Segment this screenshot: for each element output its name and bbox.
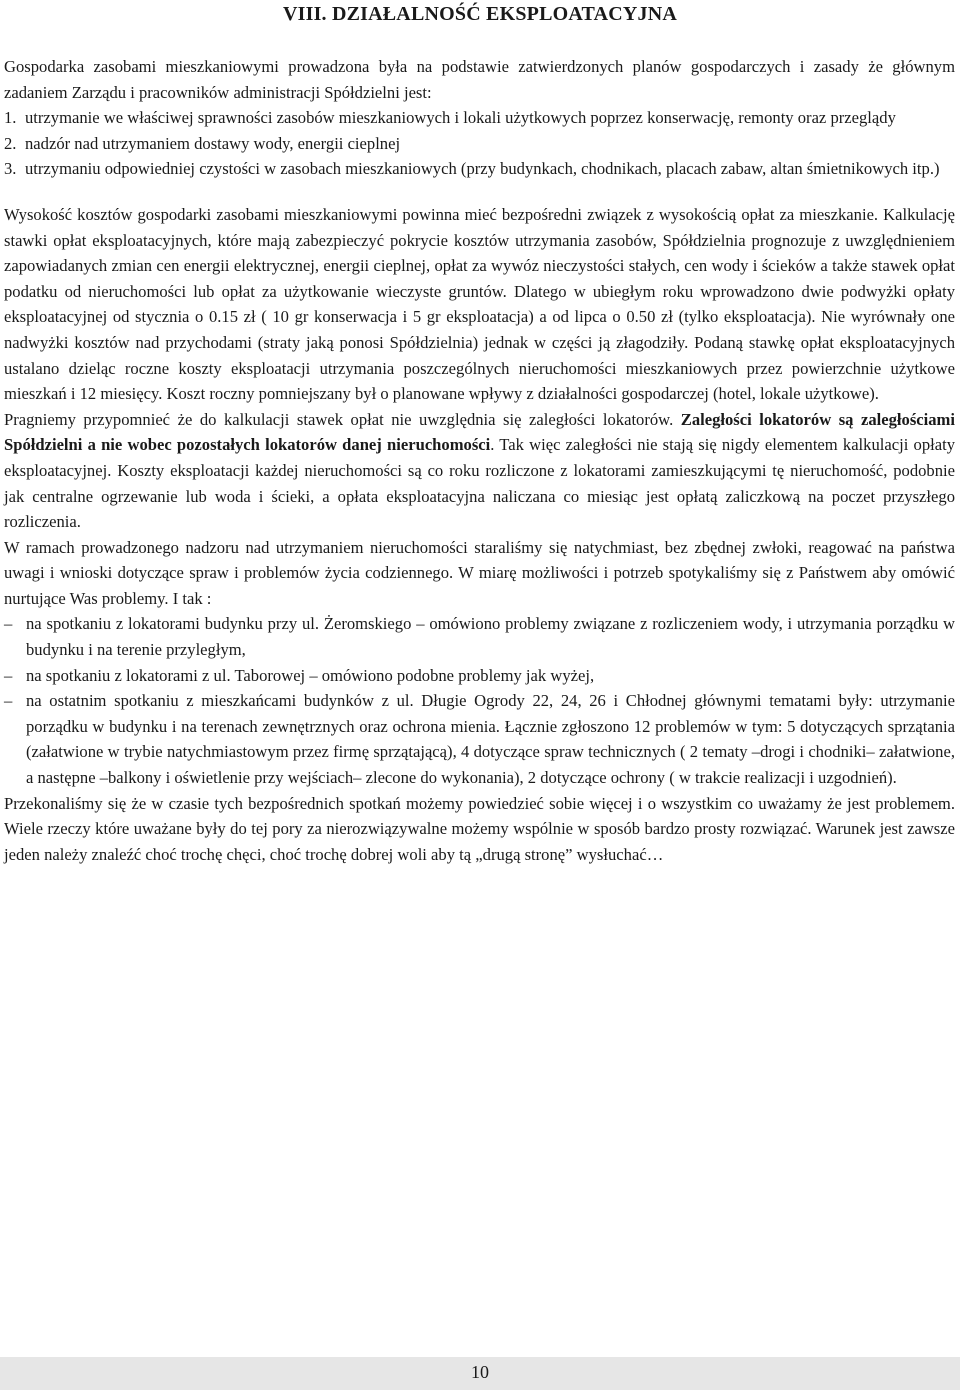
- list-item-number: 3.: [4, 159, 17, 179]
- arrears-bold-statement: Zaległości lokatorów są zaległościami Spółdzielni a nie wobec pozostałych lokatorów danej nieruchomości: [4, 409, 955, 455]
- list-item-text: na ostatnim spotkaniu z mieszkańcami budynków z ul. Długie Ogrody 22, 24, 26 i Chłodnej głównymi tematami były: utrzymanie porządku w budynku i na terenach zewnętrznych oraz ochrona mienia. Łącznie zgłoszono 12 problemów w tym: 5 dotyczących sprzątania (załatwione w trybie natychmiastowym przez firmę sprzątającą), 4 dotyczące spraw technicznych ( 2 tematy –drogi i chodniki– załatwione, a następne –balkony i oświetlenie przy wejściach– zlecone do wykonania), 2 dotyczące ochrony ( w trakcie realizacji i uzgodnień).: [26, 691, 955, 788]
- list-item-text: na spotkaniu z lokatorami budynku przy ul. Żeromskiego – omówiono problemy związane z rozliczeniem wody, i utrzymania porządku w budynku i na terenie przyległym,: [26, 614, 955, 660]
- arrears-paragraph: [4, 407, 955, 535]
- list-item: [4, 688, 955, 790]
- dash-bullet: –: [4, 665, 13, 685]
- list-item-text: na spotkaniu z lokatorami z ul. Taborowej – omówiono podobne problemy jak wyżej,: [26, 665, 595, 685]
- paragraph-spacer: [4, 182, 955, 202]
- list-item-text: utrzymaniu odpowiedniej czystości w zasobach mieszkaniowych (przy budynkach, chodnikach, placach zabaw, altan śmietnikowych itp.): [25, 159, 940, 179]
- dash-bullet: –: [4, 691, 13, 711]
- list-item-text: utrzymanie we właściwej sprawności zasobów mieszkaniowych i lokali użytkowych poprzez konserwację, remonty oraz przeglądy: [25, 108, 896, 128]
- numbered-list: [4, 105, 955, 182]
- list-item: [4, 611, 955, 662]
- arrears-text-before: Pragniemy przypomnieć że do kalkulacji stawek opłat nie uwzględnia się zaległości lokatorów.: [4, 409, 681, 429]
- supervision-paragraph: W ramach prowadzonego nadzoru nad utrzymaniem nieruchomości staraliśmy się natychmiast, bez zbędnej zwłoki, reagować na państwa uwagi i wnioski dotyczące spraw i problemów życia codziennego. W miarę możliwości i potrzeb spotykaliśmy się z Państwem aby omówić nurtujące Was problemy. I tak :: [4, 537, 955, 608]
- arrears-text-after: . Tak więc zaległości nie stają się nigdy elementem kalkulacji opłaty eksploatacyjnej. Koszty eksploatacji każdej nieruchomości są co roku rozliczone z lokatorami zamieszkującymi tę nieruchomość, podobnie jak centralne ogrzewanie lub woda i ścieki, a opłata eksploatacyjna naliczana co miesiąc jest opłatą zaliczkową na poczet przyszłego rozliczenia.: [4, 435, 955, 532]
- closing-paragraph: Przekonaliśmy się że w czasie tych bezpośrednich spotkań możemy powiedzieć sobie więcej i o wszystkim co uważamy że jest problemem. Wiele rzeczy które uważane były do tej pory za nierozwiązywalne możemy wspólnie w sposób bardzo prosty rozwiązać. Warunek jest zawsze jeden należy znaleźć choć trochę chęci, choć trochę dobrej woli aby tą „drugą stronę” wysłuchać…: [4, 793, 955, 864]
- list-item: [4, 105, 955, 131]
- costs-paragraph: Wysokość kosztów gospodarki zasobami mieszkaniowymi powinna mieć bezpośredni związek z wysokością opłat za mieszkanie. Kalkulację stawki opłat eksploatacyjnych, które mają zabezpieczyć pokrycie kosztów utrzymania zasobów, Spółdzielnia prognozuje z uwzględnieniem zapowiadanych zmian cen energii elektrycznej, energii cieplnej, opłat za wywóz nieczystości stałych, cen wody i ścieków a także stawek opłat podatku od nieruchomości lub opłat za użytkowanie wieczyste gruntów. Dlatego w ubiegłym roku wprowadzono dwie podwyżki opłaty eksploatacyjnej od stycznia o 0.15 zł ( 10 gr konserwacja i 5 gr eksploatacja) a od lipca o 0.50 zł (tylko eksploatacja). Nie wyrównały one nadwyżki kosztów nad przychodami (straty jaką ponosi Spółdzielnia) jednak w części ją złagodziły. Podaną stawkę opłat eksploatacyjnych ustalano dzieląc roczne koszty eksploatacji utrzymania poszczególnych nieruchomości mieszkaniowych przez powierzchnie użytkowe mieszkań i 12 miesięcy. Koszt roczny pomniejszany był o planowane wpływy z działalności gospodarczej (hotel, lokale użytkowe).: [4, 204, 955, 404]
- list-item-text: nadzór nad utrzymaniem dostawy wody, energii cieplnej: [25, 133, 401, 153]
- list-item: [4, 156, 955, 182]
- list-item-number: 1.: [4, 108, 17, 128]
- intro-paragraph: Gospodarka zasobami mieszkaniowymi prowadzona była na podstawie zatwierdzonych planów gospodarczych i zasady że głównym zadaniem Zarządu i pracowników administracji Spółdzielni jest:: [4, 57, 955, 102]
- list-item: [4, 131, 955, 157]
- document-body: [4, 54, 955, 867]
- list-item: [4, 663, 955, 689]
- page-number: 10: [471, 1362, 489, 1382]
- list-item-number: 2.: [4, 133, 17, 153]
- meetings-list: [4, 611, 955, 790]
- dash-bullet: –: [4, 614, 13, 634]
- section-title: VIII. DZIAŁALNOŚĆ EKSPLOATACYJNA: [282, 3, 678, 25]
